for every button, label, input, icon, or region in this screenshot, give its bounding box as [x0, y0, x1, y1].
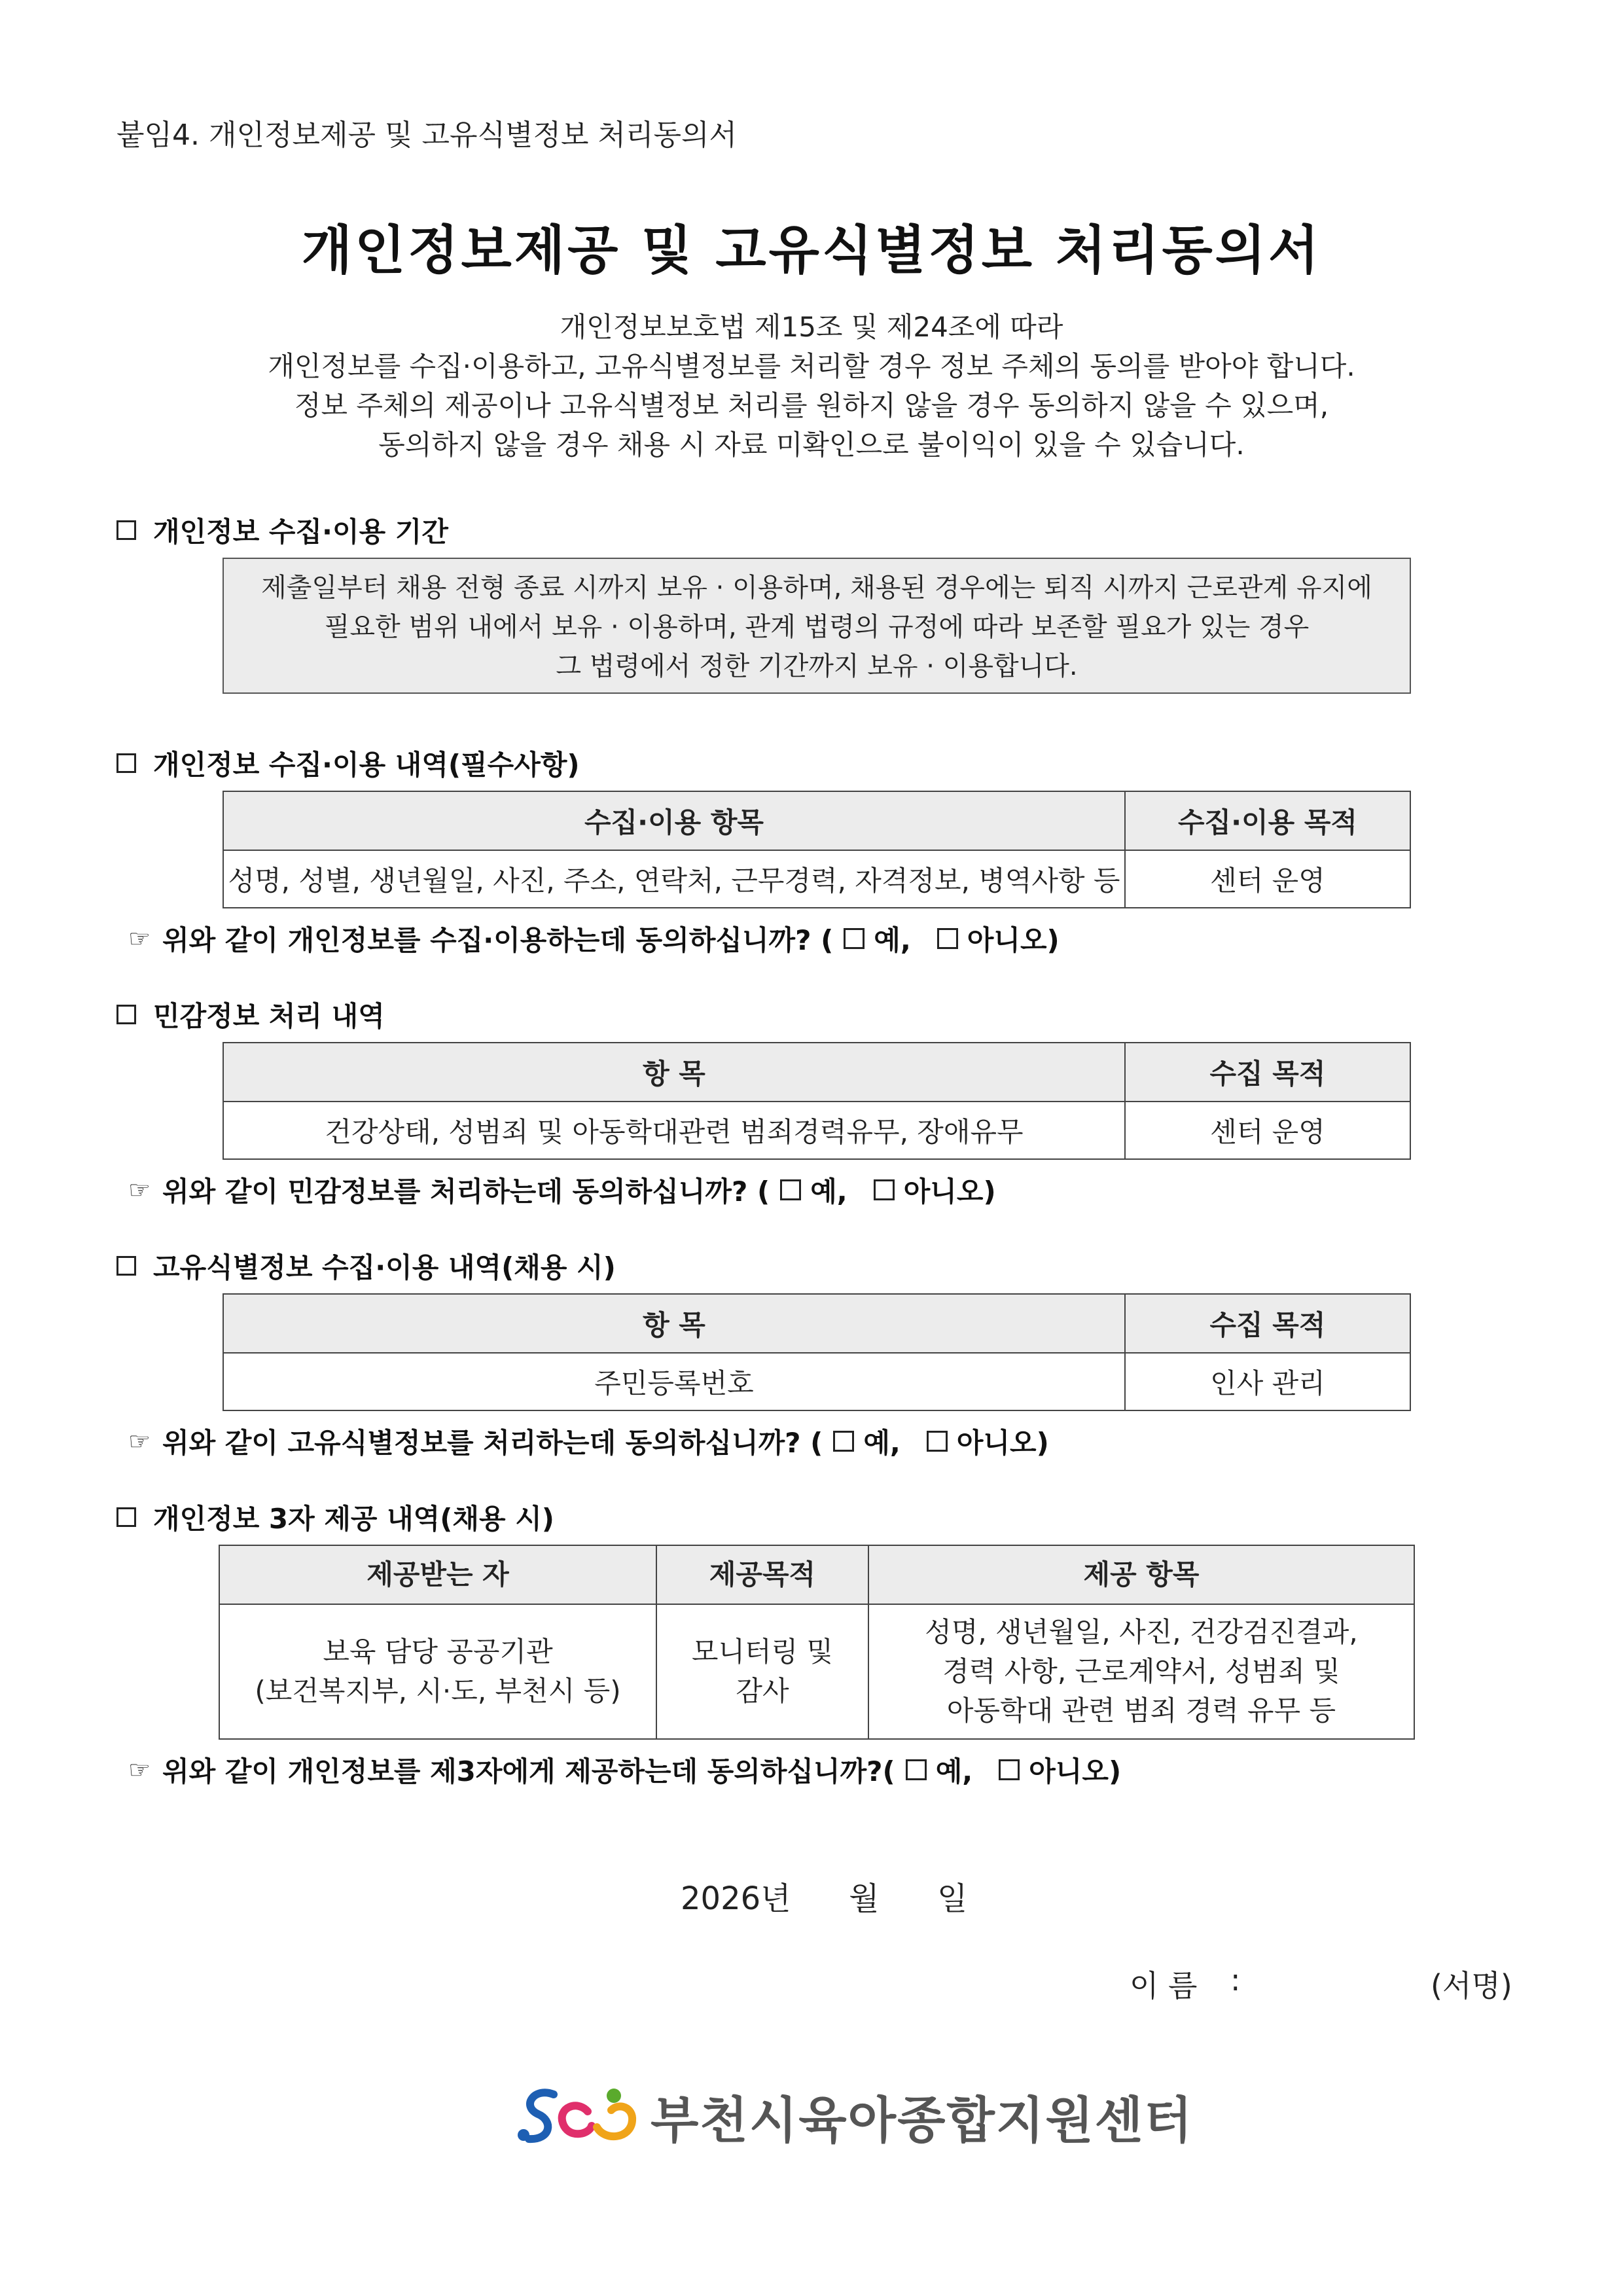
- pointing-hand-icon: ☞: [128, 1427, 151, 1456]
- section-heading-text: 민감정보 처리 내역: [153, 1000, 385, 1032]
- cell-purpose: 센터 운영: [1125, 1102, 1410, 1159]
- consent-question-third-party: [128, 1750, 1121, 1789]
- table-row: [223, 1353, 1410, 1410]
- section-sensitive-heading: [116, 995, 385, 1034]
- col-header-purpose: 제공목적: [656, 1545, 868, 1604]
- name-label: 이 름: [1130, 1968, 1198, 2003]
- consent-question-sensitive: [128, 1170, 996, 1210]
- no-label: 아니오): [956, 1427, 1049, 1459]
- col-header-items: 제공 항목: [868, 1545, 1414, 1604]
- col-header-item: 항 목: [223, 1294, 1125, 1353]
- retention-line: 필요한 범위 내에서 보유 · 이용하며, 관계 법령의 규정에 따라 보존할 필요가 있는 경우: [324, 612, 1310, 642]
- items-line: 성명, 생년월일, 사진, 건강검진결과,: [925, 1616, 1358, 1648]
- intro-line: 정보 주체의 제공이나 고유식별정보 처리를 원하지 않을 경우 동의하지 않을 수 있으며,: [294, 389, 1329, 422]
- section-heading-text: 개인정보 3자 제공 내역(채용 시): [153, 1503, 554, 1535]
- table-row: [223, 850, 1410, 908]
- cell-item: 주민등록번호: [223, 1353, 1125, 1410]
- col-header-purpose: 수집 목적: [1125, 1043, 1410, 1102]
- intro-text: [0, 308, 1623, 465]
- no-label: 아니오): [1029, 1755, 1122, 1787]
- checkbox-icon: [116, 753, 136, 773]
- cell-items: [868, 1604, 1414, 1739]
- consent-no-checkbox[interactable]: [927, 1431, 948, 1452]
- question-text: 위와 같이 개인정보를 수집·이용하는데 동의하십니까? (: [162, 924, 834, 956]
- cell-purpose: 센터 운영: [1125, 850, 1410, 908]
- question-text: 위와 같이 고유식별정보를 처리하는데 동의하십니까? (: [162, 1427, 823, 1459]
- col-header-recipient: 제공받는 자: [219, 1545, 656, 1604]
- checkbox-icon: [116, 520, 136, 540]
- third-party-table: [219, 1545, 1415, 1740]
- consent-yes-checkbox[interactable]: [844, 928, 865, 949]
- center-logo-icon: [516, 2080, 640, 2152]
- org-name: 부천시육아종합지원센터: [651, 2090, 1194, 2149]
- cell-item: 성명, 성별, 생년월일, 사진, 주소, 연락처, 근무경력, 자격정보, 병역사항 등: [223, 850, 1125, 908]
- pointing-hand-icon: ☞: [128, 924, 151, 953]
- consent-no-checkbox[interactable]: [999, 1759, 1020, 1780]
- yes-label: 예,: [810, 1175, 847, 1208]
- signature-label: (서명): [1431, 1968, 1512, 2003]
- date-day: 일: [936, 1880, 968, 1917]
- consent-yes-checkbox[interactable]: [780, 1179, 801, 1200]
- items-line: 경력 사항, 근로계약서, 성범죄 및: [942, 1655, 1340, 1687]
- checkbox-icon: [116, 1005, 136, 1024]
- question-text: 위와 같이 개인정보를 제3자에게 제공하는데 동의하십니까?(: [162, 1755, 895, 1787]
- date-month: 월: [849, 1880, 880, 1917]
- cell-recipient: [219, 1604, 656, 1739]
- col-header-purpose: 수집 목적: [1125, 1294, 1410, 1353]
- consent-no-checkbox[interactable]: [937, 928, 958, 949]
- yes-label: 예,: [874, 924, 911, 956]
- no-label: 아니오): [903, 1175, 996, 1208]
- retention-period-box: [223, 558, 1411, 694]
- sensitive-table: [223, 1042, 1411, 1160]
- purpose-line: 모니터링 및: [691, 1636, 834, 1668]
- section-heading-text: 고유식별정보 수집·이용 내역(채용 시): [153, 1251, 616, 1283]
- pointing-hand-icon: ☞: [128, 1755, 151, 1784]
- col-header-purpose: 수집·이용 목적: [1125, 791, 1410, 850]
- checkbox-icon: [116, 1256, 136, 1276]
- section-unique-id-heading: [116, 1246, 616, 1285]
- unique-id-table: [223, 1293, 1411, 1411]
- purpose-line: 감사: [736, 1675, 789, 1707]
- intro-line: 개인정보를 수집·이용하고, 고유식별정보를 처리할 경우 정보 주체의 동의를 받아야 합니다.: [268, 350, 1355, 382]
- cell-purpose: 인사 관리: [1125, 1353, 1410, 1410]
- cell-purpose: [656, 1604, 868, 1739]
- yes-label: 예,: [863, 1427, 901, 1459]
- recipient-line: 보육 담당 공공기관: [323, 1636, 553, 1668]
- col-header-item: 항 목: [223, 1043, 1125, 1102]
- table-row: [219, 1604, 1414, 1739]
- name-field[interactable]: [1254, 1962, 1420, 2000]
- checkbox-icon: [116, 1507, 136, 1527]
- consent-no-checkbox[interactable]: [874, 1179, 895, 1200]
- recipient-line: (보건복지부, 시·도, 부천시 등): [255, 1675, 621, 1707]
- retention-line: 그 법령에서 정한 기간까지 보유 · 이용합니다.: [556, 651, 1078, 681]
- attachment-label: 붙임4. 개인정보제공 및 고유식별정보 처리동의서: [116, 118, 738, 152]
- intro-line: 동의하지 않을 경우 채용 시 자료 미확인으로 불이익이 있을 수 있습니다.: [378, 429, 1245, 461]
- no-label: 아니오): [967, 924, 1060, 956]
- pointing-hand-icon: ☞: [128, 1175, 151, 1204]
- date-line: [681, 1873, 967, 1918]
- collection-table: [223, 791, 1411, 908]
- retention-line: 제출일부터 채용 전형 종료 시까지 보유 · 이용하며, 채용된 경우에는 퇴직 시까지 근로관계 유지에: [261, 573, 1372, 603]
- section-heading-text: 개인정보 수집·이용 기간: [153, 516, 448, 548]
- consent-question-unique-id: [128, 1422, 1049, 1461]
- col-header-item: 수집·이용 항목: [223, 791, 1125, 850]
- yes-label: 예,: [935, 1755, 973, 1787]
- section-retention-heading: [116, 511, 448, 550]
- name-colon: :: [1230, 1962, 1241, 1998]
- items-line: 아동학대 관련 범죄 경력 유무 등: [946, 1695, 1336, 1727]
- date-year: 2026년: [681, 1880, 791, 1917]
- table-row: [223, 1102, 1410, 1159]
- footer-logo: [516, 2080, 1194, 2152]
- question-text: 위와 같이 민감정보를 처리하는데 동의하십니까? (: [162, 1175, 770, 1208]
- intro-line: 개인정보보호법 제15조 및 제24조에 따라: [560, 311, 1063, 343]
- cell-item: 건강상태, 성범죄 및 아동학대관련 범죄경력유무, 장애유무: [223, 1102, 1125, 1159]
- section-collection-heading: [116, 744, 580, 783]
- page-title: 개인정보제공 및 고유식별정보 처리동의서: [301, 220, 1322, 281]
- section-third-party-heading: [116, 1498, 554, 1537]
- consent-question-collection: [128, 919, 1060, 958]
- consent-yes-checkbox[interactable]: [906, 1759, 927, 1780]
- consent-yes-checkbox[interactable]: [833, 1431, 854, 1452]
- section-heading-text: 개인정보 수집·이용 내역(필수사항): [153, 749, 580, 781]
